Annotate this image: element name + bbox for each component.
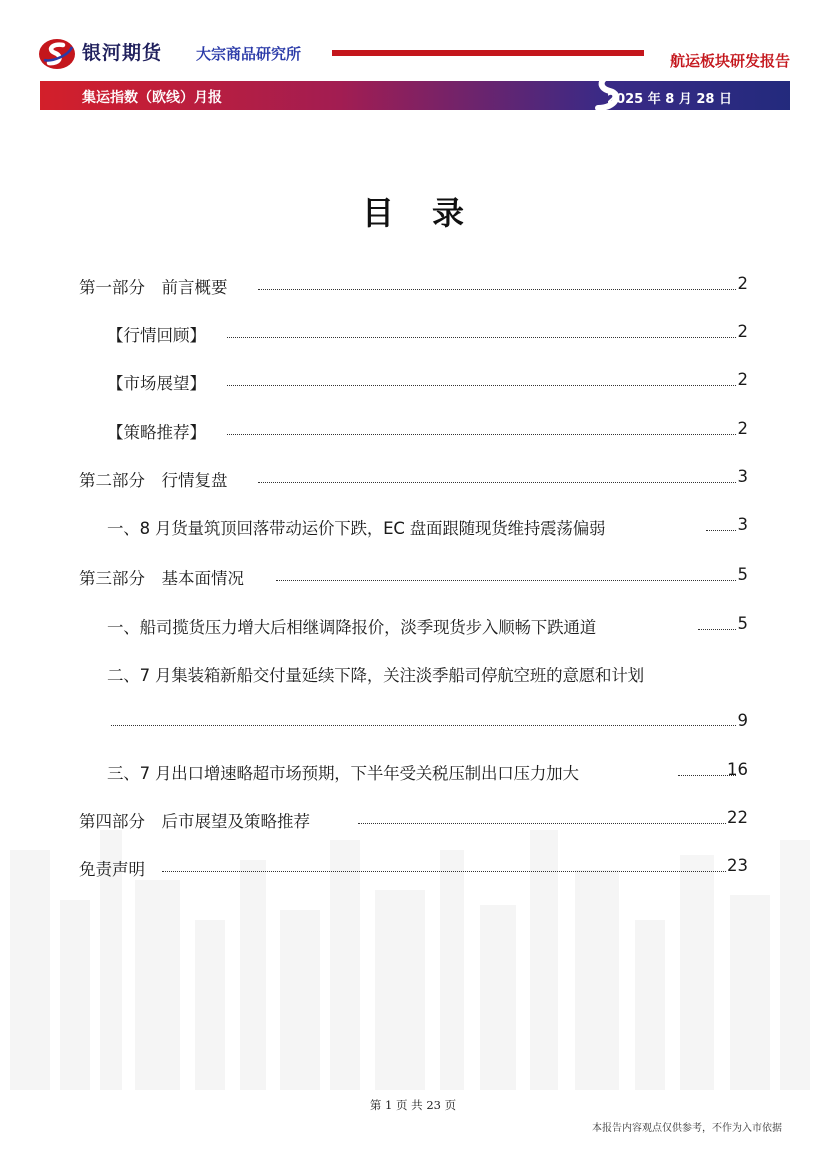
toc-entry[interactable] xyxy=(0,565,826,591)
toc-dot-leader xyxy=(162,871,726,872)
toc-entry[interactable] xyxy=(0,662,826,738)
toc-entry[interactable] xyxy=(0,614,826,640)
toc-entry-page: 5 xyxy=(737,614,748,633)
toc-entry[interactable] xyxy=(0,515,826,541)
toc-entry-label: 二、7 月集装箱新船交付量延续下降，关注淡季船司停航空班的意愿和计划 xyxy=(107,666,644,685)
toc-entry-label: 三、7 月出口增速略超市场预期，下半年受关税压制出口压力加大 xyxy=(107,764,579,783)
institute-name: 大宗商品研究所 xyxy=(196,45,302,63)
toc-entry-label: 第三部分 基本面情况 xyxy=(79,569,244,588)
footer-disclaimer: 本报告内容观点仅供参考，不作为入市依据 xyxy=(592,1123,782,1134)
toc-entry-label: 一、船司揽货压力增大后相继调降报价，淡季现货步入顺畅下跌通道 xyxy=(107,618,597,637)
toc-entry[interactable] xyxy=(0,370,826,396)
report-title: 集运指数（欧线）月报 xyxy=(82,90,222,106)
toc-entry[interactable] xyxy=(0,856,826,882)
company-name: 银河期货 xyxy=(82,42,163,64)
toc-dot-leader xyxy=(227,337,736,338)
toc-entry[interactable] xyxy=(0,808,826,834)
toc-entry-label: 【行情回顾】 xyxy=(107,326,206,345)
toc-entry-page: 16 xyxy=(727,760,748,779)
toc-entry-page: 5 xyxy=(737,565,748,584)
toc-entry-label: 第二部分 行情复盘 xyxy=(79,471,228,490)
toc-entry-page: 2 xyxy=(737,370,748,389)
toc-entry-label: 第四部分 后市展望及策略推荐 xyxy=(79,812,310,831)
toc-dot-leader xyxy=(358,823,726,824)
toc-entry[interactable] xyxy=(0,419,826,445)
toc-entry-page: 2 xyxy=(737,419,748,438)
toc-entry-page: 2 xyxy=(737,274,748,293)
toc-title: 目录 xyxy=(361,194,502,232)
toc-entry-label: 【策略推荐】 xyxy=(107,423,206,442)
toc-entry-page: 3 xyxy=(737,467,748,486)
toc-dot-leader xyxy=(111,725,736,726)
yinhe-logo-icon xyxy=(38,38,76,70)
toc-entry-page: 23 xyxy=(727,856,748,875)
toc-dot-leader xyxy=(258,289,736,290)
toc-entry-label: 一、8 月货量筑顶回落带动运价下跌，EC 盘面跟随现货维持震荡偏弱 xyxy=(107,519,606,538)
toc-entry-page: 22 xyxy=(727,808,748,827)
toc-entry[interactable] xyxy=(0,760,826,786)
toc-dot-leader xyxy=(227,385,736,386)
toc-entry-label: 免责声明 xyxy=(79,860,145,879)
header-band xyxy=(40,81,790,110)
toc-entry[interactable] xyxy=(0,322,826,348)
skyline-watermark xyxy=(0,810,826,1090)
toc-dot-leader xyxy=(698,629,736,630)
toc-dot-leader xyxy=(706,530,736,531)
toc-entry[interactable] xyxy=(0,467,826,493)
report-date: 2025 年 8 月 28 日 xyxy=(607,92,732,107)
toc-entry-page: 2 xyxy=(737,322,748,341)
toc-entry-page: 3 xyxy=(737,515,748,534)
toc-entry-label: 第一部分 前言概要 xyxy=(79,278,228,297)
toc-entry-label: 【市场展望】 xyxy=(107,374,206,393)
toc-dot-leader xyxy=(276,580,736,581)
toc-entry[interactable] xyxy=(0,274,826,300)
page-number: 第 1 页 共 23 页 xyxy=(369,1098,457,1112)
toc-dot-leader xyxy=(258,482,736,483)
report-type: 航运板块研发报告 xyxy=(669,52,790,70)
toc-entry-page: 9 xyxy=(737,711,748,730)
toc-dot-leader xyxy=(227,434,736,435)
header-divider xyxy=(332,50,644,56)
